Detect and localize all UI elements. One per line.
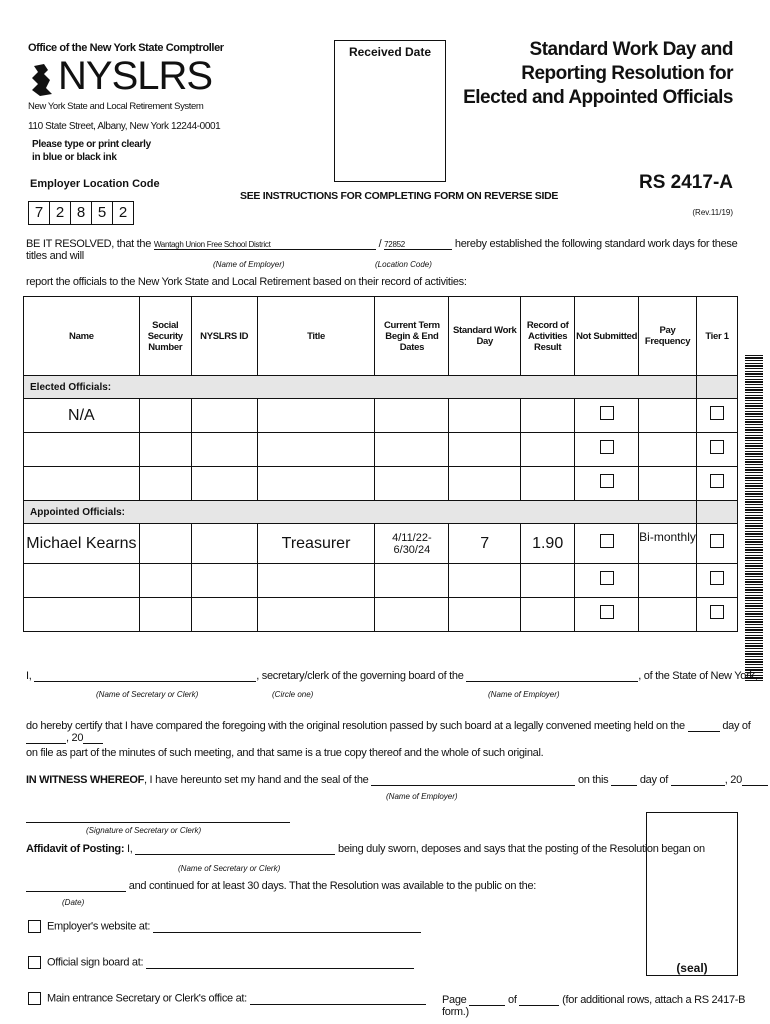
section-blank	[697, 501, 738, 524]
roa-cell[interactable]	[521, 564, 575, 598]
name-cell[interactable]	[24, 598, 140, 632]
cap-employer: (Name of Employer)	[488, 690, 560, 699]
resolution-line-2: report the officials to the New York State and Local Retirement based on their record of activities:	[26, 276, 467, 288]
option-main-entrance	[28, 992, 426, 1005]
officials-table	[23, 296, 738, 632]
swd-cell[interactable]	[449, 467, 521, 501]
ink-instructions	[32, 138, 151, 164]
header-title: Title	[257, 297, 375, 376]
table-header-row	[24, 297, 738, 376]
swd-cell[interactable]	[449, 433, 521, 467]
affidavit-continued: and continued for at least 30 days. That the Resolution was available to the public on the:	[128, 880, 537, 892]
employer-location-label: Employer Location Code	[30, 178, 160, 190]
elected-officials-label: Elected Officials:	[24, 376, 697, 399]
not-submitted-checkbox[interactable]	[600, 406, 614, 420]
appointed-officials-label: Appointed Officials:	[24, 501, 697, 524]
dates-cell[interactable]: 4/11/22-6/30/24	[375, 524, 449, 564]
roa-cell[interactable]	[521, 598, 575, 632]
pay-cell[interactable]: Bi-monthly	[639, 524, 697, 564]
option-website	[28, 920, 421, 933]
page-label: Page	[442, 994, 467, 1006]
name-cell[interactable]	[24, 467, 140, 501]
page-number-field[interactable]	[469, 1005, 505, 1006]
ssn-cell[interactable]	[139, 433, 191, 467]
of-label: of	[508, 994, 517, 1006]
instruction-line-2: in blue or black ink	[32, 152, 117, 163]
opt3-label: Main entrance Secretary or Clerk's office at:	[47, 992, 247, 1005]
not-submitted-cell	[575, 564, 639, 598]
affidavit-secretary-field[interactable]	[135, 854, 335, 855]
dates-cell[interactable]	[375, 598, 449, 632]
not-submitted-checkbox[interactable]	[600, 605, 614, 619]
system-name: New York State and Local Retirement System	[28, 101, 204, 112]
resolution-suffix: hereby established the following standard work days for these titles and will	[26, 238, 738, 262]
header-tier-1: Tier 1	[697, 297, 738, 376]
title-line-2: Reporting Resolution for	[521, 63, 733, 84]
title-cell[interactable]	[257, 564, 375, 598]
witness-text: , I have hereunto set my hand and the seal of the	[144, 774, 369, 786]
name-cell[interactable]: Michael Kearns	[24, 524, 140, 564]
main-entrance-checkbox[interactable]	[28, 992, 41, 1005]
pay-cell[interactable]	[639, 564, 697, 598]
location-code-field[interactable]: 72852	[384, 240, 452, 250]
meeting-month-field[interactable]	[26, 743, 66, 744]
ssn-cell[interactable]	[139, 524, 191, 564]
nyslrs-logo	[28, 54, 213, 102]
not-submitted-cell	[575, 467, 639, 501]
certify-line-2b: day of	[722, 720, 751, 732]
title-line-1: Standard Work Day and	[529, 39, 733, 60]
form-title	[453, 38, 733, 110]
logo-text: NYSLRS	[58, 54, 213, 98]
tier1-checkbox[interactable]	[710, 534, 724, 548]
secretary-name-field[interactable]	[34, 681, 256, 682]
employer-name-field[interactable]: Wantagh Union Free School District	[154, 240, 376, 250]
swd-cell[interactable]	[449, 564, 521, 598]
employer-location-code-field[interactable]	[28, 201, 133, 225]
secretary-text: , secretary/clerk of the governing board of the	[256, 670, 464, 682]
state-text: , of the State of New York,	[638, 670, 758, 682]
website-field[interactable]	[153, 932, 421, 933]
certify-i: I,	[26, 670, 32, 682]
header-term-dates: Current Term Begin & End Dates	[375, 297, 449, 376]
not-submitted-checkbox[interactable]	[600, 571, 614, 585]
location-code-caption: (Location Code)	[375, 260, 432, 269]
title-line-3: Elected and Appointed Officials	[463, 87, 733, 108]
title-cell[interactable]	[257, 598, 375, 632]
option-signboard	[28, 956, 414, 969]
received-date-label: Received Date	[348, 45, 432, 59]
header-record-of-activities: Record of Activities Result	[521, 297, 575, 376]
ssn-cell[interactable]	[139, 399, 191, 433]
certify-line-3: on file as part of the minutes of such meeting, and that same is a true copy thereof and the whole of such original.	[26, 747, 544, 759]
swd-cell[interactable]	[449, 399, 521, 433]
pay-cell[interactable]	[639, 399, 697, 433]
cap-employer-2: (Name of Employer)	[386, 792, 458, 801]
not-submitted-cell	[575, 399, 639, 433]
tier1-cell	[697, 399, 738, 433]
title-cell[interactable]	[257, 433, 375, 467]
day-of: day of	[639, 774, 668, 786]
cap-secretary: (Name of Secretary or Clerk)	[96, 690, 199, 699]
name-cell[interactable]: N/A	[24, 399, 140, 433]
id-cell[interactable]	[191, 399, 257, 433]
elected-section-row	[24, 376, 738, 399]
ssn-cell[interactable]	[139, 564, 191, 598]
affidavit-i: I,	[126, 843, 133, 855]
resolution-line	[26, 238, 746, 262]
dates-cell[interactable]	[375, 433, 449, 467]
cap-circle: (Circle one)	[272, 690, 314, 699]
id-cell[interactable]	[191, 433, 257, 467]
opt1-label: Employer's website at:	[47, 920, 151, 933]
witness-day-field[interactable]	[611, 785, 637, 786]
dates-cell[interactable]	[375, 467, 449, 501]
form-revision: (Rev.11/19)	[692, 208, 733, 217]
meeting-year-field[interactable]	[83, 743, 103, 744]
tier1-cell	[697, 467, 738, 501]
section-blank	[697, 376, 738, 399]
not-submitted-cell	[575, 433, 639, 467]
main-entrance-field[interactable]	[250, 1004, 426, 1005]
table-row	[24, 399, 738, 433]
dates-cell[interactable]	[375, 399, 449, 433]
signboard-checkbox[interactable]	[28, 956, 41, 969]
header-name: Name	[24, 297, 140, 376]
certify-line-2a: do hereby certify that I have compared the foregoing with the original resolution passed by such board at a legally convened meeting held on the	[26, 720, 685, 732]
pay-cell[interactable]	[639, 598, 697, 632]
ssn-cell[interactable]	[139, 467, 191, 501]
title-cell[interactable]: Treasurer	[257, 524, 375, 564]
swd-cell[interactable]	[449, 598, 521, 632]
barcode	[745, 355, 763, 683]
witness-month-field[interactable]	[671, 785, 725, 786]
dates-cell[interactable]	[375, 564, 449, 598]
resolution-prefix: BE IT RESOLVED, that the	[26, 238, 152, 250]
name-cell[interactable]	[24, 564, 140, 598]
location-digit[interactable]: 2	[112, 201, 134, 225]
certify-line-2c: , 20	[66, 732, 84, 744]
affidavit-cap-secretary: (Name of Secretary or Clerk)	[178, 864, 281, 873]
signboard-field[interactable]	[146, 968, 414, 969]
id-cell[interactable]	[191, 524, 257, 564]
slash: /	[378, 238, 382, 250]
employer-name-caption: (Name of Employer)	[213, 260, 285, 269]
tier1-cell	[697, 598, 738, 632]
witness-line	[26, 774, 768, 786]
location-digit[interactable]: 5	[91, 201, 113, 225]
tier1-checkbox[interactable]	[710, 571, 724, 585]
witness-bold: IN WITNESS WHEREOF	[26, 774, 145, 786]
employer-name-field-2[interactable]	[466, 681, 638, 682]
header-standard-work-day: Standard Work Day	[449, 297, 521, 376]
table-row	[24, 598, 738, 632]
office-name: Office of the New York State Comptroller	[28, 42, 224, 54]
title-cell[interactable]	[257, 399, 375, 433]
instruction-line-1: Please type or print clearly	[32, 139, 151, 150]
swd-cell[interactable]: 7	[449, 524, 521, 564]
seal-box	[646, 812, 738, 976]
id-cell[interactable]	[191, 467, 257, 501]
seal-label: (seal)	[676, 961, 708, 975]
affidavit-label: Affidavit of Posting:	[26, 843, 125, 855]
tier1-cell	[697, 524, 738, 564]
id-cell[interactable]	[191, 564, 257, 598]
received-date-box[interactable]	[334, 40, 446, 182]
form-number: RS 2417-A	[639, 172, 733, 193]
roa-cell[interactable]	[521, 467, 575, 501]
not-submitted-cell	[575, 598, 639, 632]
location-digit[interactable]: 7	[28, 201, 50, 225]
additional-rows-note: (for additional rows, attach a RS 2417-B form.)	[442, 994, 746, 1018]
pay-cell[interactable]	[639, 433, 697, 467]
table-row	[24, 524, 738, 564]
opt2-label: Official sign board at:	[47, 956, 144, 969]
affidavit-line	[26, 843, 705, 855]
not-submitted-checkbox[interactable]	[600, 440, 614, 454]
title-cell[interactable]	[257, 467, 375, 501]
appointed-section-row	[24, 501, 738, 524]
roa-cell[interactable]	[521, 399, 575, 433]
page-footer	[442, 994, 770, 1018]
tier1-cell	[697, 433, 738, 467]
signature-field[interactable]	[26, 808, 290, 823]
location-digit[interactable]: 8	[70, 201, 92, 225]
website-checkbox[interactable]	[28, 920, 41, 933]
header-pay-frequency: Pay Frequency	[639, 297, 697, 376]
cap-signature: (Signature of Secretary or Clerk)	[86, 826, 202, 835]
table-row	[24, 564, 738, 598]
meeting-day-field[interactable]	[688, 731, 720, 732]
tier1-checkbox[interactable]	[710, 440, 724, 454]
tier1-checkbox[interactable]	[710, 406, 724, 420]
office-address: 110 State Street, Albany, New York 12244-0001	[28, 121, 221, 132]
affidavit-cap-date: (Date)	[62, 898, 85, 907]
roa-cell[interactable]	[521, 433, 575, 467]
table-row	[24, 433, 738, 467]
affidavit-text: being duly sworn, deposes and says that the posting of the Resolution began on	[338, 843, 705, 855]
tier1-checkbox[interactable]	[710, 474, 724, 488]
header-nyslrs-id: NYSLRS ID	[191, 297, 257, 376]
twenty: , 20	[724, 774, 742, 786]
posting-date-field[interactable]	[26, 891, 126, 892]
id-cell[interactable]	[191, 598, 257, 632]
certify-line-1	[26, 670, 757, 682]
tier1-cell	[697, 564, 738, 598]
witness-year-field[interactable]	[742, 785, 768, 786]
not-submitted-checkbox[interactable]	[600, 534, 614, 548]
location-digit[interactable]: 2	[49, 201, 71, 225]
certify-line-2	[26, 720, 770, 744]
witness-employer-field[interactable]	[371, 785, 575, 786]
roa-cell[interactable]: 1.90	[521, 524, 575, 564]
state-map-icon	[28, 60, 56, 100]
name-cell[interactable]	[24, 433, 140, 467]
header-not-submitted: Not Submitted	[575, 297, 639, 376]
tier1-checkbox[interactable]	[710, 605, 724, 619]
page-total-field[interactable]	[519, 1005, 559, 1006]
see-instructions: SEE INSTRUCTIONS FOR COMPLETING FORM ON REVERSE SIDE	[240, 190, 559, 202]
ssn-cell[interactable]	[139, 598, 191, 632]
pay-cell[interactable]	[639, 467, 697, 501]
header-ssn: Social Security Number	[139, 297, 191, 376]
not-submitted-cell	[575, 524, 639, 564]
on-this: on this	[577, 774, 609, 786]
not-submitted-checkbox[interactable]	[600, 474, 614, 488]
affidavit-continued-line	[26, 880, 536, 892]
table-row	[24, 467, 738, 501]
